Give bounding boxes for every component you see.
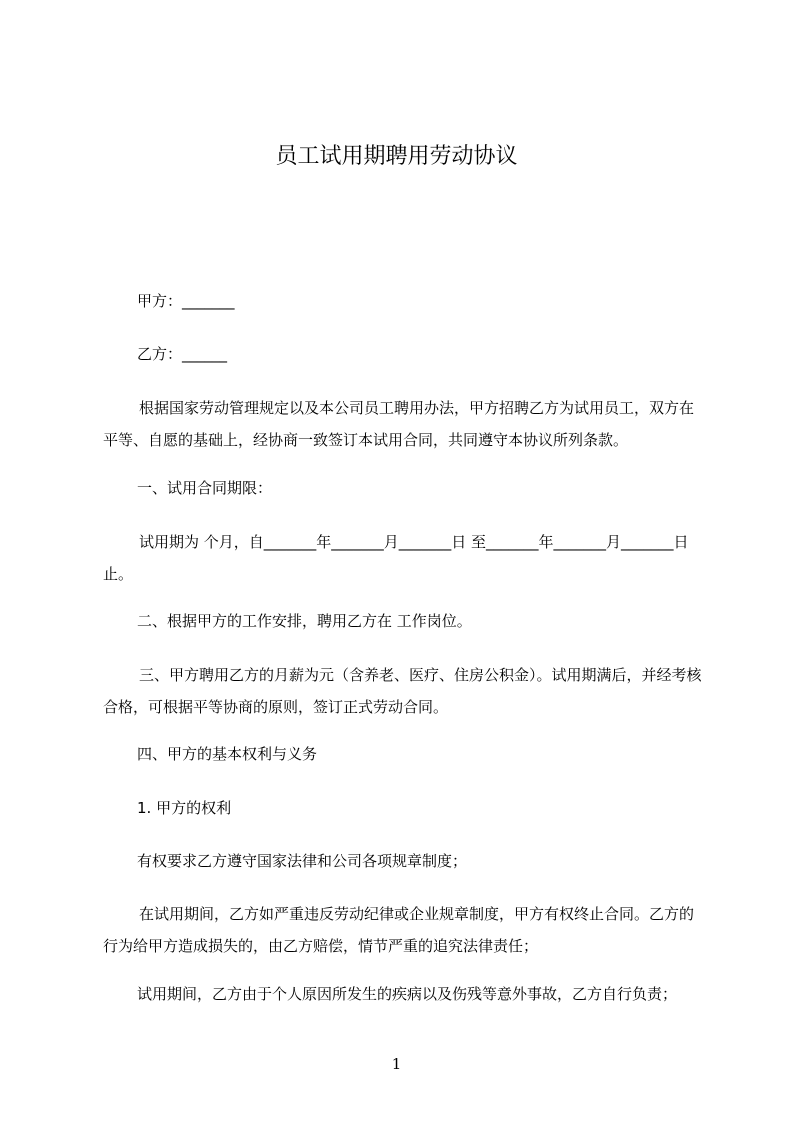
party-b-line: 乙方：______ xyxy=(137,345,228,363)
page-number: 1 xyxy=(391,1055,402,1073)
right-3-paragraph: 试用期间，乙方由于个人原因所发生的疾病以及伤残等意外事故，乙方自行负责； xyxy=(137,985,678,1003)
intro-paragraph: 根据国家劳动管理规定以及本公司员工聘用办法，甲方招聘乙方为试用员工，双方在平等、自愿的基础上，经协商一致签订本试用合同，共同遵守本协议所列条款。 xyxy=(103,399,695,449)
document-title: 员工试用期聘用劳动协议 xyxy=(275,144,518,169)
section-3-paragraph: 三、甲方聘用乙方的月薪为元（含养老、医疗、住房公积金）。试用期满后，并经考核合格，可根据平等协商的原则，签订正式劳动合同。 xyxy=(103,666,702,716)
section-1-heading: 一、试用合同期限： xyxy=(137,479,273,497)
party-a-line: 甲方：_______ xyxy=(137,292,235,310)
right-1-paragraph: 有权要求乙方遵守国家法律和公司各项规章制度； xyxy=(137,852,468,870)
section-4-heading: 四、甲方的基本权利与义务 xyxy=(137,745,318,763)
section-1-body: 试用期为 个月，自_______年_______月_______日 至_______年_______月_______日 止。 xyxy=(103,533,689,583)
section-2-paragraph: 二、根据甲方的工作安排，聘用乙方在 工作岗位。 xyxy=(137,612,472,630)
right-2-paragraph: 在试用期间，乙方如严重违反劳动纪律或企业规章制度，甲方有权终止合同。乙方的行为给甲方造成损失的，由乙方赔偿，情节严重的追究法律责任； xyxy=(103,905,695,955)
subsection-1-heading: 1. 甲方的权利 xyxy=(137,799,232,817)
